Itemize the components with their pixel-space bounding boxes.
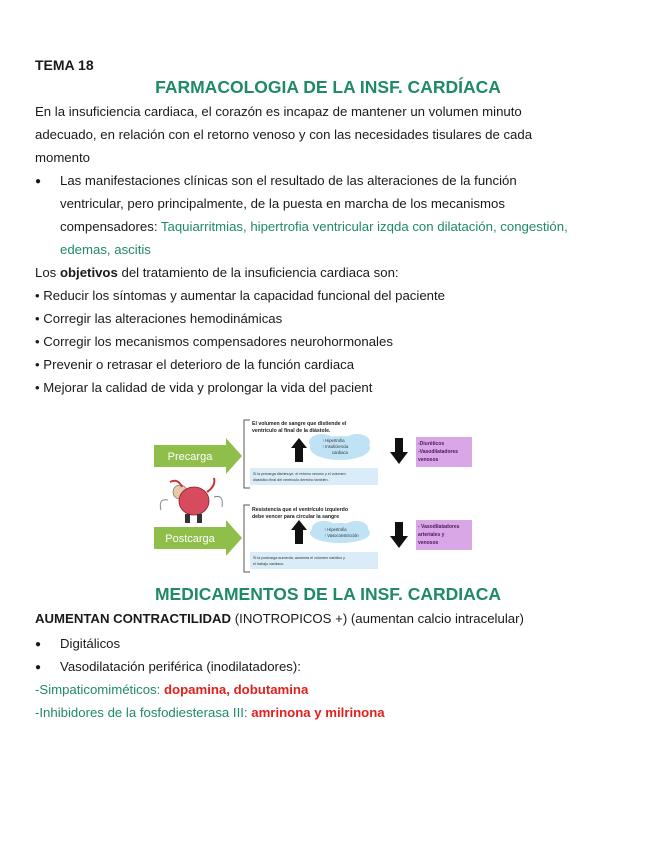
intro-line-2: adecuado, en relación con el retorno venoso y con las necesidades tisulares de cada: [35, 127, 533, 142]
precarga-definition-2: ventrículo al final de la diástole.: [252, 428, 331, 434]
bullet-dot-icon: ●: [35, 662, 42, 673]
simpatico-drugs: dopamina, dobutamina: [163, 682, 309, 697]
postcarga-drug-1: - Vasodilatadores: [418, 524, 460, 530]
precarga-cloud-2: ↑ Insuficiencia: [322, 444, 349, 449]
contractility-bold: AUMENTAN CONTRACTILIDAD: [35, 611, 232, 626]
precarga-cloud-1: ↑ Hipertrofia: [322, 438, 345, 443]
heart-illustration: [160, 478, 222, 523]
intro-line-1: En la insuficiencia cardiaca, el corazón es incapaz de mantener un volumen minuto: [35, 104, 522, 119]
objective-item: • Corregir las alteraciones hemodinámicas: [35, 311, 283, 326]
bullet-dot-icon: ●: [35, 176, 42, 187]
postcarga-note-box: [250, 552, 378, 569]
page-title: FARMACOLOGIA DE LA INSF. CARDÍACA: [155, 77, 501, 97]
inhibidores-drugs: amrinona y milrinona: [251, 705, 385, 720]
postcarga-cloud: [310, 521, 370, 543]
postcarga-bracket: [244, 505, 250, 572]
bullet1-green-text: Taquiarritmias, hipertrofia ventricular izqda con dilatación, congestión,: [160, 219, 568, 234]
precarga-drug-3: venosos: [418, 457, 439, 463]
objectives-prefix: Los: [35, 265, 60, 280]
inhibidores-line: [35, 701, 385, 724]
bullet1-line-4: edemas, ascitis: [60, 242, 151, 257]
intro-line-3: momento: [35, 150, 90, 165]
preload-afterload-diagram: [152, 412, 504, 577]
bullet-dot-icon: ●: [35, 639, 42, 650]
objectives-heading: [35, 261, 399, 284]
bullet1-line-3: [60, 215, 568, 238]
simpatico-label: -Simpaticomiméticos:: [35, 682, 164, 697]
contractility-rest: (INOTROPICOS +) (aumentan calcio intracelular): [231, 611, 524, 626]
postcarga-drug-3: venosos: [418, 540, 439, 546]
precarga-note-1: Si la precarga disminuye, el retorno venoso y el volumen: [253, 472, 346, 476]
postcarga-label: Postcarga: [165, 533, 215, 545]
decrease-arrow-icon: [390, 438, 408, 464]
bullet1-prefix: compensadores:: [60, 219, 161, 234]
precarga-bracket: [244, 420, 250, 488]
objectives-suffix: del tratamiento de la insuficiencia cardiaca son:: [117, 265, 399, 280]
postcarga-note-2: el trabajo cardiaco.: [253, 562, 285, 566]
postcarga-arrow: [154, 520, 242, 556]
postcarga-cloud-2: ↑ Vasoconstricción: [324, 533, 359, 538]
drug-bullet: Vasodilatación periférica (inodilatadores):: [60, 659, 301, 674]
section-title-medicamentos: MEDICAMENTOS DE LA INSF. CARDIACA: [154, 584, 502, 604]
postcarga-definition-2: debe vencer para circular la sangre: [252, 514, 340, 520]
precarga-arrow: [154, 438, 242, 474]
drug-bullet: Digitálicos: [60, 636, 121, 651]
objective-item: • Reducir los síntomas y aumentar la capacidad funcional del paciente: [35, 288, 445, 303]
objective-item: • Prevenir o retrasar el deterioro de la función cardiaca: [35, 357, 355, 372]
precarga-drug-1: -Diuréticos: [418, 441, 445, 447]
increase-arrow-icon: [291, 438, 307, 462]
postcarga-note-1: Si la postcarga aumenta, aumenta el volumen sistólico y: [253, 556, 346, 560]
bullet1-line-2: ventricular, pero principalmente, de la puesta en marcha de los mecanismos: [60, 196, 505, 211]
objective-item: • Corregir los mecanismos compensadores neurohormonales: [35, 334, 393, 349]
objectives-bold: objetivos: [59, 265, 118, 280]
precarga-definition-1: El volumen de sangre que distiende el: [252, 421, 347, 427]
bullet1-line-1: Las manifestaciones clínicas son el resultado de las alteraciones de la función: [60, 173, 517, 188]
topic-number: TEMA 18: [35, 57, 94, 73]
postcarga-definition-1: Resistencia que el ventrículo izquierdo: [252, 507, 348, 513]
precarga-note-box: [250, 468, 378, 485]
diagram-svg: [152, 412, 504, 577]
postcarga-drug-2: arteriales y: [418, 532, 445, 538]
objective-item: • Mejorar la calidad de vida y prolongar la vida del pacient: [35, 380, 373, 395]
simpaticomimeticos-line: [35, 678, 308, 701]
contractility-heading: [35, 607, 524, 630]
postcarga-cloud-1: ↑ Hipertrofia: [324, 527, 347, 532]
inhibidores-label: -Inhibidores de la fosfodiesterasa III:: [35, 705, 252, 720]
decrease-arrow-icon: [390, 522, 408, 548]
increase-arrow-icon: [291, 520, 307, 544]
precarga-note-2: diastólico final del ventrículo derecho también.: [253, 478, 329, 482]
precarga-drug-2: -Vasodilatadores: [418, 449, 459, 455]
precarga-cloud-3: cardiaca: [332, 450, 348, 455]
precarga-cloud: [309, 434, 370, 460]
precarga-label: Precarga: [167, 451, 213, 463]
